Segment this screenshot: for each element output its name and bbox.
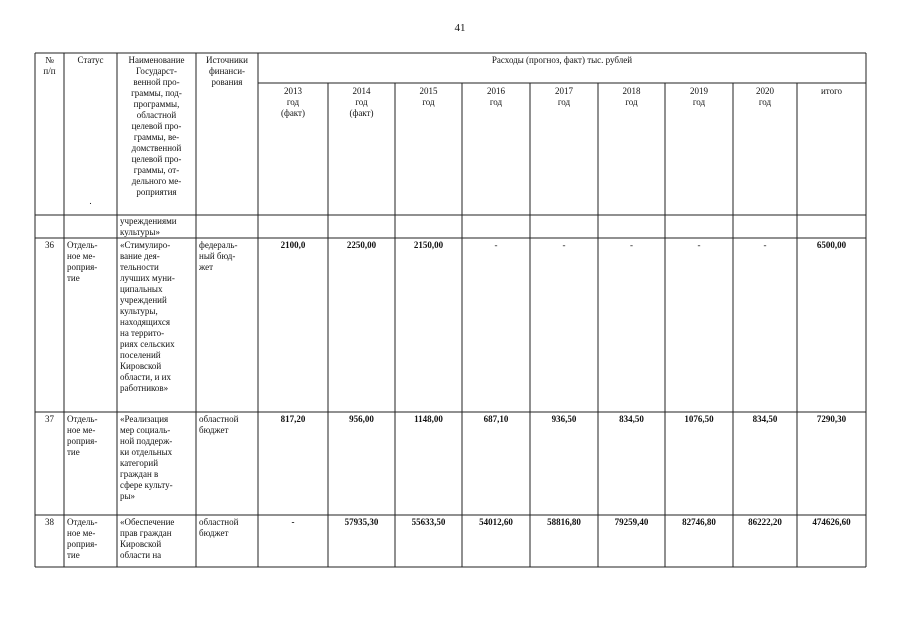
continuation-name: учреждениями культуры» [120, 216, 177, 237]
row-37-num: 37 [45, 414, 54, 424]
header-sources: Источники финанси- рования [206, 55, 248, 87]
row-36-num: 36 [45, 240, 54, 250]
header-year-2015: 2015 год [419, 86, 438, 107]
row-36-value-2018: - [630, 240, 633, 250]
row-38-value-2015: 55633,50 [411, 517, 446, 527]
row-36-source: федераль- ный бюд- жет [199, 240, 238, 272]
row-37-value-2020: 834,50 [752, 414, 778, 424]
row-36-status: Отдель- ное ме- роприя- тие [67, 240, 98, 283]
header-num: № п/п [43, 55, 56, 76]
row-37-value-2018: 834,50 [619, 414, 644, 424]
row-36-value-2019: - [697, 240, 701, 250]
row-38-value-2017: 58816,80 [547, 517, 581, 527]
row-38-name: «Обеспечение прав граждан Кировской области на [120, 517, 175, 560]
row-36-value-2013: 2100,0 [280, 240, 306, 250]
row-38-value-2016: 54012,60 [479, 517, 513, 527]
header-year-2014: 2014 год (факт) [349, 86, 374, 118]
row-38-value-2018: 79259,40 [614, 517, 649, 527]
row-38-value-2020: 86222,20 [748, 517, 782, 527]
row-38-value-2013: - [291, 517, 295, 527]
header-status: Статус [77, 55, 104, 65]
row-37-value-2017: 936,50 [551, 414, 577, 424]
header-name: Наименование Государст- венной про- граммы, под- программы, областной целевой про- граммы, ве- домственной целевой про- граммы, от- дельного ме- роприятия [128, 55, 185, 197]
row-37-status: Отдель- ное ме- роприя- тие [67, 414, 98, 457]
row-37-name: «Реализация мер социаль- ной поддерж- ки отдельных категорий граждан в сфере культу- ры» [120, 414, 173, 501]
header-expenses: Расходы (прогноз, факт) тыс. рублей [491, 55, 633, 65]
header-year-2017: 2017 год [555, 86, 573, 107]
row-37-source: областной бюджет [199, 414, 239, 435]
row-38-num: 38 [45, 517, 54, 527]
row-36-value-2020: - [763, 240, 767, 250]
continuation-status-mark: . [89, 196, 92, 206]
row-37-value-2015: 1148,00 [414, 414, 443, 424]
header-year-2018: 2018 год [622, 86, 641, 107]
row-37-value-2016: 687,10 [483, 414, 509, 424]
row-38-value-2019: 82746,80 [682, 517, 716, 527]
row-37-value-2014: 956,00 [349, 414, 374, 424]
row-37-value-2019: 1076,50 [684, 414, 714, 424]
row-37-value-total: 7290,30 [816, 414, 847, 424]
header-total: итого [820, 86, 843, 96]
row-38-status: Отдель- ное ме- роприя- тие [67, 517, 98, 560]
header-year-2016: 2016 год [487, 86, 505, 107]
page-number: 41 [454, 22, 466, 34]
row-36-value-2017: - [562, 240, 566, 250]
row-36-value-2015: 2150,00 [413, 240, 444, 250]
row-36-value-total: 6500,00 [816, 240, 847, 250]
row-38-source: областной бюджет [199, 517, 239, 538]
header-year-2019: 2019 год [690, 86, 708, 107]
row-36-value-2016: - [494, 240, 498, 250]
row-38-value-total: 474626,60 [812, 517, 851, 527]
row-36-value-2014: 2250,00 [346, 240, 377, 250]
header-year-2013: 2013 год (факт) [280, 86, 305, 118]
row-38-value-2014: 57935,30 [344, 517, 379, 527]
row-36-name: «Стимулиро- вание дея- тельности лучших муни- ципальных учреждений культуры, находящихся на террито- риях сельских поселений Кировской области, и их работников» [120, 240, 175, 393]
header-year-2020: 2020 год [756, 86, 774, 107]
row-37-value-2013: 817,20 [280, 414, 306, 424]
